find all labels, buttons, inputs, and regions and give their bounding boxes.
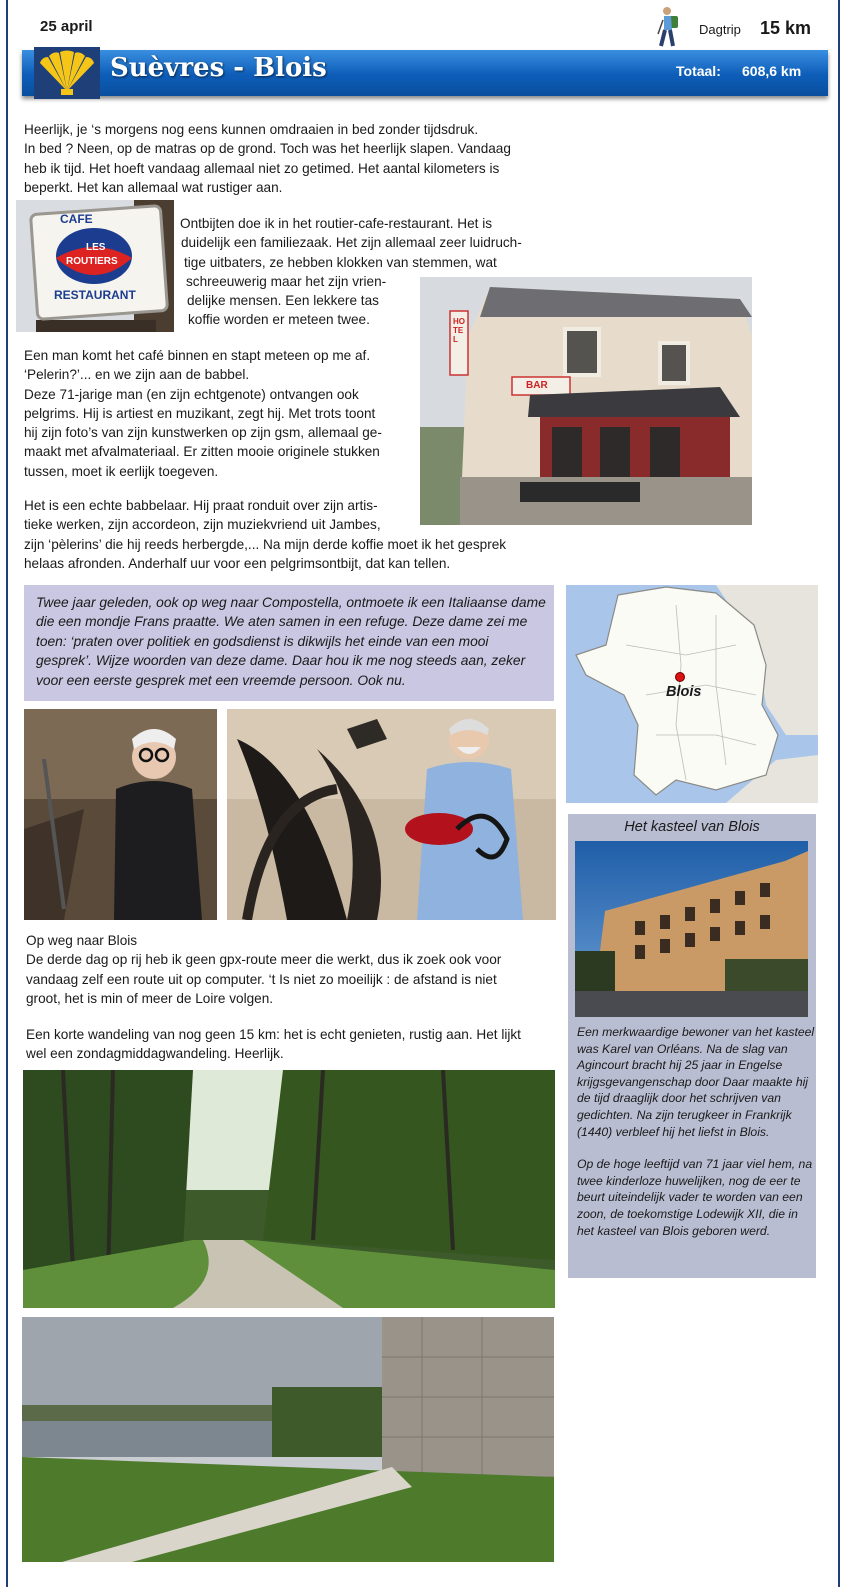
- trip-type-label: Dagtrip: [699, 22, 741, 37]
- artist-sculpture-photo: [227, 709, 556, 920]
- sidebar-title: Het kasteel van Blois: [624, 819, 760, 835]
- total-label: Totaal:: [676, 63, 721, 79]
- sidebar-text: Een merkwaardige bewoner van het kasteel was Karel van Orléans. Na de slag van Agincourt bracht hij 25 jaar in Engelse krijgsgevangenschap door Daar maakte hij de tijd draaglijk door het schrijven van gedichten. Na zijn terugkeer in Frankrijk (1440) verbleef hij het liefst in Blois. Op de hoge leeftijd van 71 jaar viel hem, na twee kinderloze huwelijken, nog de eer te beurt uiteindelijk vader te worden van een zoon, de toekomstige Lodewijk XII, die in het kasteel van Blois geboren werd.: [577, 1025, 815, 1238]
- hotel-sign-text: HOTEL: [453, 317, 465, 344]
- total-distance: 608,6 km: [742, 63, 802, 79]
- page-border-right: [838, 0, 840, 1587]
- breakfast-paragraph: Ontbijten doe ik in het routier-cafe-restaurant. Het is duidelijk een familiezaak. Het zijn allemaal zeer luidruch- tige uitbaters, ze hebben klokken van stemmen, wat schreeuwerig maar het zijn vrien- delijke mensen. Een lekkere tas koffie worden er meteen twee.: [180, 216, 522, 328]
- route-paragraph: Op weg naar Blois De derde dag op rij heb ik geen gpx-route meer die werkt, dus ik zoek ook voor vandaag zelf een route uit op computer. ‘t Is niet zo moeilijk : de afstand is niet groot, het is min of meer de Loire volgen.: [26, 933, 502, 1006]
- daily-distance: 15 km: [760, 18, 812, 38]
- scallop-shell-icon: [34, 47, 100, 99]
- forest-path-photo: [23, 1070, 555, 1308]
- page-border-left: [6, 0, 8, 1587]
- intro-paragraph: Heerlijk, je ‘s morgens nog eens kunnen omdraaien in bed zonder tijdsdruk. In bed ? Neen, op de matras op de grond. Toch was het heerlijk slapen. Vandaag heb ik tijd. Het hoeft vandaag allemaal niet zo getimed. Het aantal kilometers is beperkt. Het kan allemaal wat rustiger aan.: [24, 122, 511, 195]
- route-heading: Op weg naar Blois: [26, 933, 138, 948]
- walk-paragraph: Een korte wandeling van nog geen 15 km: het is echt genieten, rustig aan. Het lijkt wel een zondagmiddagwandeling. Heerlijk.: [26, 1027, 521, 1062]
- date-label: 25 april: [40, 18, 93, 35]
- sign-restaurant-text: RESTAURANT: [54, 288, 136, 302]
- page-title: Suèvres - Blois: [110, 53, 327, 83]
- artist-workshop-photo: [24, 709, 217, 920]
- bar-sign-text: BAR: [526, 380, 548, 391]
- castle-blois-photo: [575, 841, 808, 1017]
- sign-les-text: LES: [86, 242, 106, 253]
- quote-text: Twee jaar geleden, ook op weg naar Compostella, ontmoete ik een Italiaanse dame die een mondje Frans praatte. We aten samen in een refuge. Deze dame zei me toen: ‘praten over politiek en godsdienst is dikwijls het einde van een mooi gesprek’. Wijze woorden van deze dame. Daar hou ik me nog steeds aan, zeker voor een eerste gesprek met een vreemde persoon. Ook nu.: [36, 595, 546, 688]
- blois-map-marker: [675, 672, 685, 682]
- hiker-icon: [654, 6, 682, 50]
- man-paragraph: Een man komt het café binnen en stapt meteen op me af. ‘Pelerin?’... en we zijn aan de babbel. Deze 71-jarige man (en zijn echtgenote) ontvangen ook pelgrims. Hij is artiest en muzikant, zegt hij. Met trots toont hij zijn foto’s van zijn kunstwerken op zijn gsm, allemaal ge- maakt met afvalmateriaal. Er zitten mooie originele stukken tussen, moet ik eerlijk toegeven.: [24, 348, 382, 479]
- cafe-building-photo: [420, 277, 752, 525]
- chat-paragraph: Het is een echte babbelaar. Hij praat ronduit over zijn artis- tieke werken, zijn accordeon, zijn muziekvriend uit Jambes, zijn ‘pèlerins’ die hij reeds herbergde,... Na mijn derde koffie moet ik het gesprek helaas afronden. Anderhalf uur voor een pelgrimsontbijt, dat kan tellen.: [24, 498, 507, 571]
- loire-river-photo: [22, 1317, 554, 1562]
- sign-routiers-text: ROUTIERS: [66, 256, 118, 267]
- cafe-sign-photo: [16, 200, 174, 332]
- sign-cafe-text: CAFE: [60, 212, 93, 226]
- map-city-label: Blois: [666, 684, 702, 700]
